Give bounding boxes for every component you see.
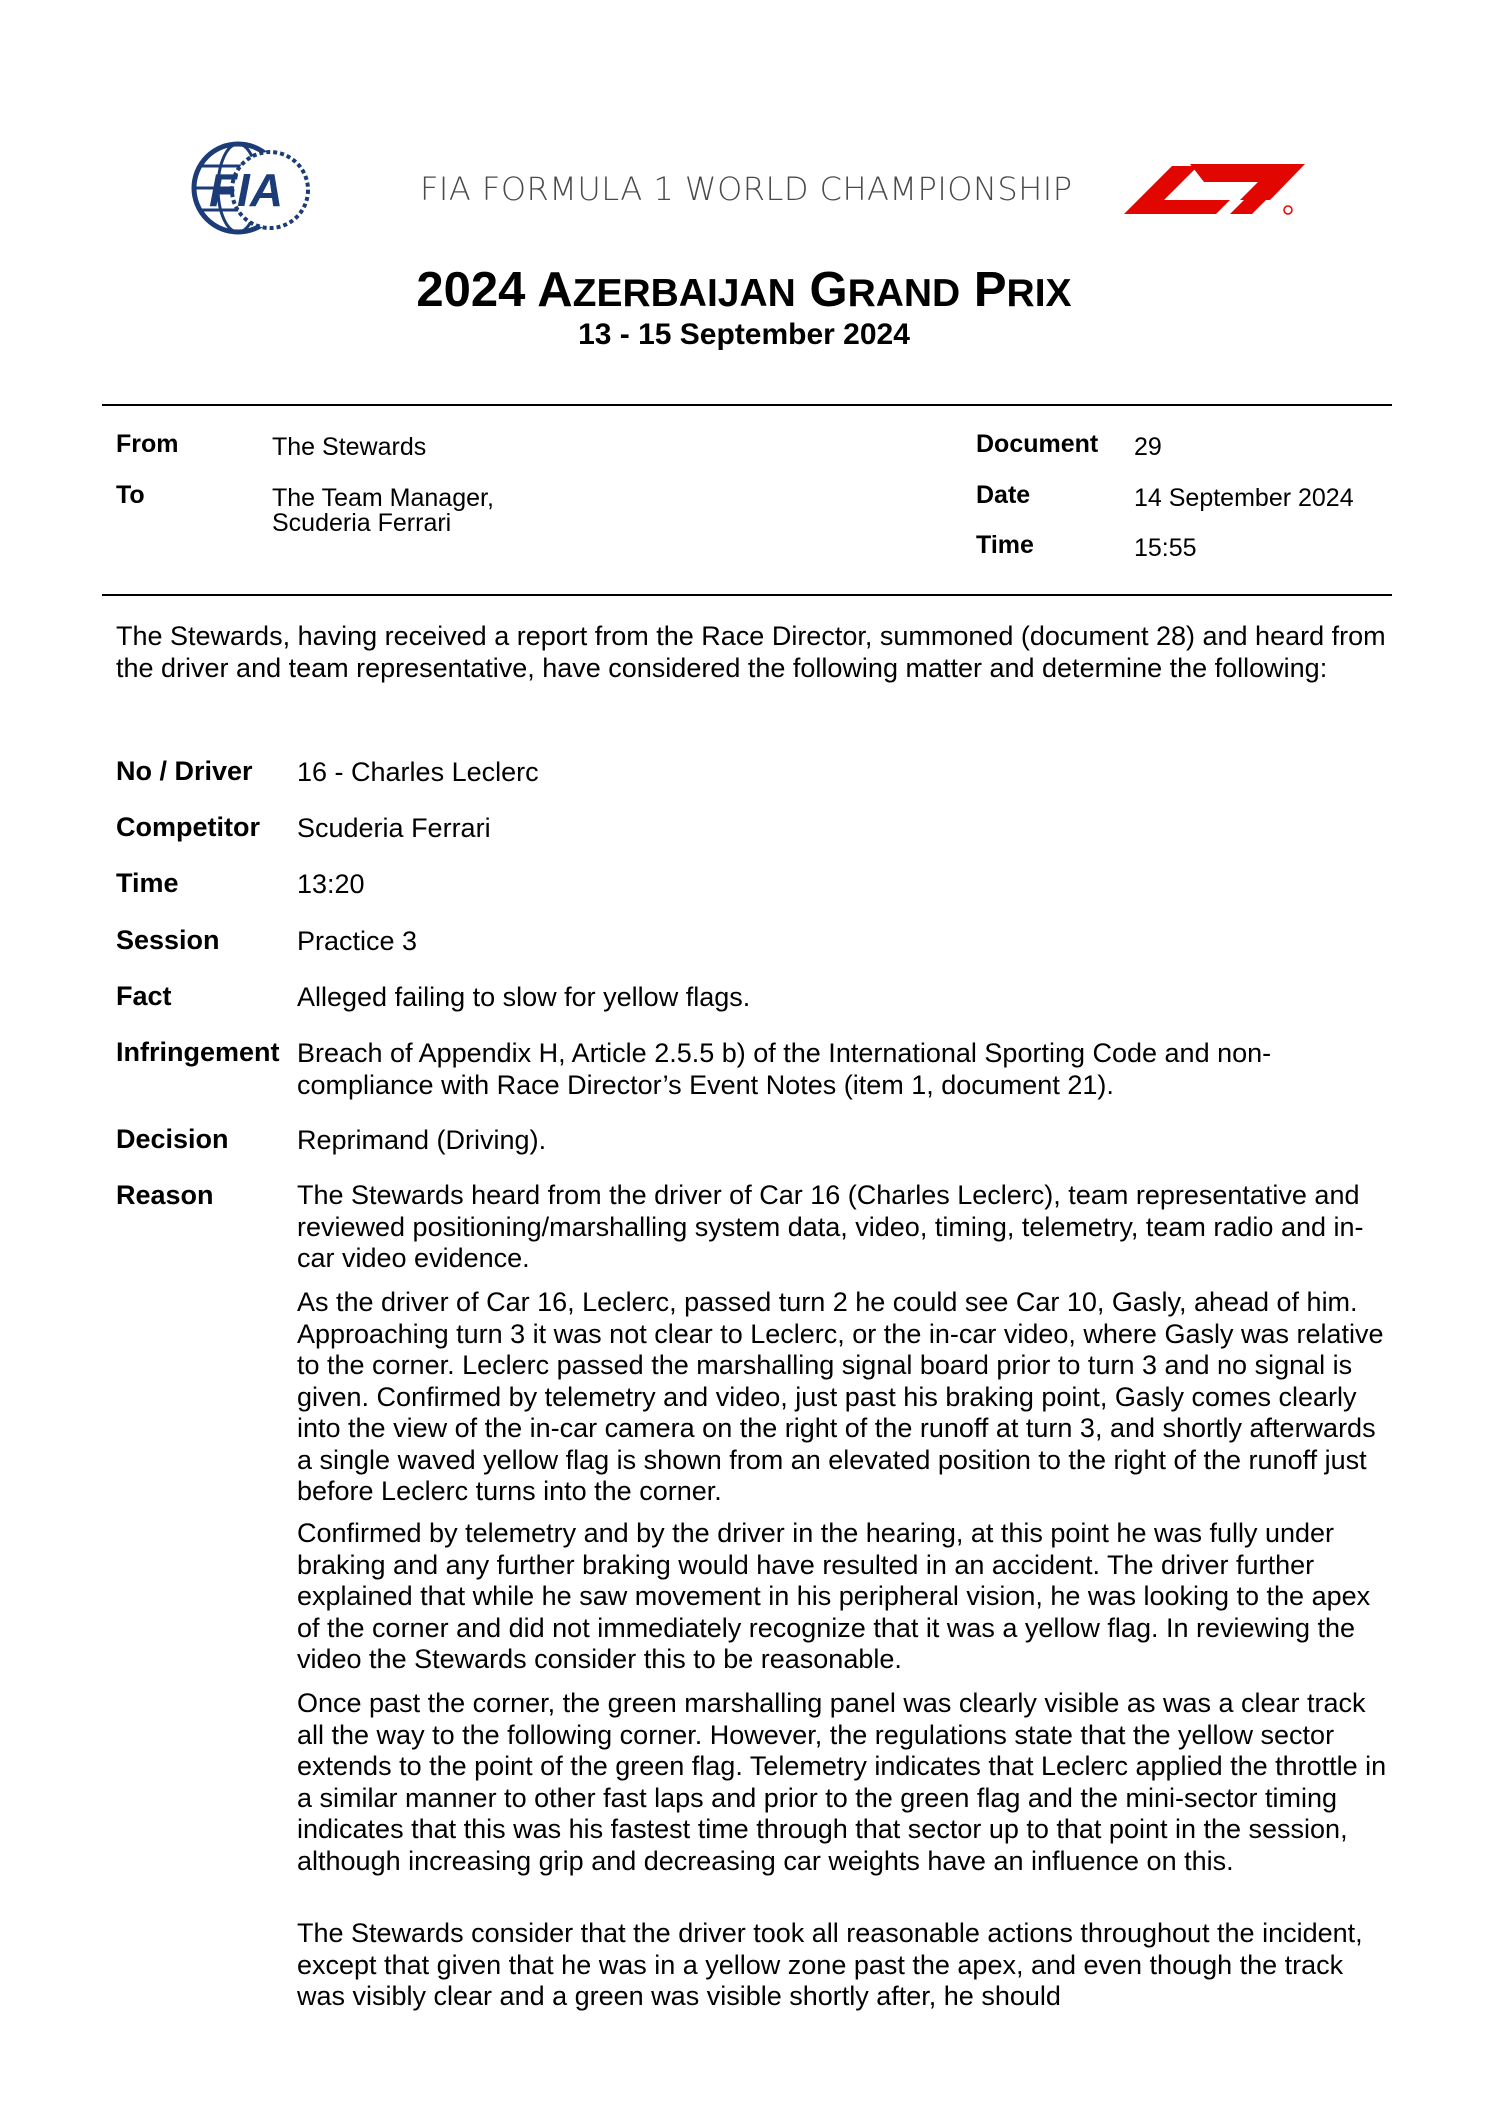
document-value: 29: [1134, 433, 1162, 461]
event-title-year: 2024: [416, 263, 526, 317]
event-title: [0, 262, 1488, 318]
date-value: 14 September 2024: [1134, 484, 1354, 512]
top-divider: [102, 404, 1392, 406]
reason-label: Reason: [116, 1180, 214, 1210]
reason-paragraph-4: Once past the corner, the green marshalling panel was clearly visible as was a clear track all the way to the following corner. However, the regulations state that the yellow sector extends to the point of the green flag. Telemetry indicates that Leclerc applied the throttle in a similar manner to other fast laps and prior to the green flag and the mini-sector timing indicates that this was his fastest time through that sector up to that point in the session, although increasing grip and decreasing car weights have an influence on this.: [297, 1688, 1387, 1876]
intro-paragraph: The Stewards, having received a report from the Race Director, summoned (document 28) and heard from the driver and team representative, have considered the following matter and determine the following:: [116, 621, 1386, 683]
infringement-value: Breach of Appendix H, Article 2.5.5 b) of the International Sporting Code and non-compliance with Race Director’s Event Notes (item 1, document 21).: [297, 1038, 1272, 1100]
driver-label: No / Driver: [116, 756, 253, 786]
fia-logo-text: FIA: [208, 164, 284, 216]
competitor-value: Scuderia Ferrari: [297, 813, 491, 843]
date-label: Date: [976, 481, 1031, 509]
decision-value: Reprimand (Driving).: [297, 1125, 547, 1155]
competitor-label: Competitor: [116, 812, 260, 842]
event-title-word-1-rest: ZERBAIJAN: [572, 272, 796, 315]
from-label: From: [116, 430, 179, 458]
championship-title: FIA FORMULA 1 WORLD CHAMPIONSHIP: [420, 170, 1073, 208]
reason-paragraph-1: The Stewards heard from the driver of Car 16 (Charles Leclerc), team representative and reviewed positioning/marshalling system data, video, timing, telemetry, team radio and in-car video evidence.: [297, 1180, 1364, 1273]
event-dates: 13 - 15 September 2024: [578, 318, 910, 351]
document-header: [0, 130, 1488, 250]
time-value: 15:55: [1134, 534, 1197, 562]
fia-logo-icon: [188, 138, 318, 238]
to-value-line1: The Team Manager,: [272, 484, 494, 512]
bottom-divider: [102, 594, 1392, 596]
time-label: Time: [976, 531, 1034, 559]
fact-value: Alleged failing to slow for yellow flags.: [297, 982, 751, 1012]
reason-paragraph-5: The Stewards consider that the driver took all reasonable actions throughout the incident, except that given that he was in a yellow zone past the apex, and even though the track was visibly clear and a green was visible shortly after, he should: [297, 1918, 1363, 2011]
from-value: The Stewards: [272, 433, 427, 461]
document-label: Document: [976, 430, 1099, 458]
infringement-label: Infringement: [116, 1037, 280, 1067]
to-label: To: [116, 481, 145, 509]
session-value: Practice 3: [297, 926, 418, 956]
time-field-value: 13:20: [297, 869, 365, 899]
time-field-label: Time: [116, 868, 179, 898]
decision-label: Decision: [116, 1124, 229, 1154]
event-title-word-3-cap: P: [973, 263, 1007, 317]
driver-value: 16 - Charles Leclerc: [297, 757, 539, 787]
to-value-line2: Scuderia Ferrari: [272, 509, 452, 537]
f1-logo-icon: [1120, 160, 1305, 218]
reason-paragraph-2: As the driver of Car 16, Leclerc, passed turn 2 he could see Car 10, Gasly, ahead of him. Approaching turn 3 it was not clear to Leclerc, or the in-car video, where Gasly was relative to the corner. Leclerc passed the marshalling signal board prior to turn 3 and no signal is given. Confirmed by telemetry and video, just past his braking point, Gasly comes clearly into the view of the in-car camera on the right of the runoff at turn 3, and shortly afterwards a single waved yellow flag is shown from an elevated position to the right of the runoff just before Leclerc turns into the corner.: [297, 1287, 1384, 1506]
event-title-word-3-rest: RIX: [1006, 272, 1072, 315]
reason-paragraph-3: Confirmed by telemetry and by the driver in the hearing, at this point he was fully under braking and any further braking would have resulted in an accident. The driver further explained that while he saw movement in his peripheral vision, he was looking to the apex of the corner and did not immediately recognize that it was a yellow flag. In reviewing the video the Stewards consider this to be reasonable.: [297, 1518, 1371, 1674]
event-title-word-2-rest: RAND: [847, 272, 961, 315]
fact-label: Fact: [116, 981, 172, 1011]
session-label: Session: [116, 925, 220, 955]
event-title-word-2-cap: G: [809, 263, 848, 317]
event-title-word-1-cap: A: [537, 263, 573, 317]
